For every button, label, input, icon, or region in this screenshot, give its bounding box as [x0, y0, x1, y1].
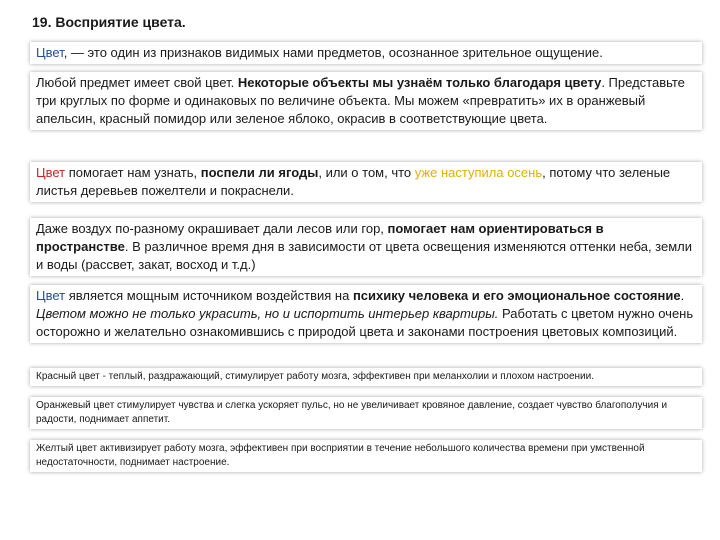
- paragraph-text: является мощным источником воздействия на: [65, 288, 353, 303]
- bold-phrase: помогает нам ориентироваться в пространстве: [36, 221, 604, 254]
- paragraph-text: .: [680, 288, 685, 303]
- note-text: Оранжевый цвет стимулирует чувства и слегка ускоряет пульс, но не увеличивает кровяное давление, создает чувство благополучия и радости, поднимает аппетит.: [36, 400, 668, 425]
- orange-color-note: [30, 397, 702, 429]
- orientation-box: [30, 218, 702, 276]
- bold-phrase: поспели ли ягоды: [200, 165, 319, 180]
- italic-phrase: Цветом можно не только украсить, но и испортить интерьер квартиры.: [36, 306, 499, 321]
- bold-phrase: Некоторые объекты мы узнаём только благодаря цвету: [237, 75, 602, 90]
- color-word: Цвет: [36, 165, 66, 180]
- definition-text: , — это один из признаков видимых нами предметов, осознанное зрительное ощущение.: [63, 45, 603, 60]
- paragraph-text: Любой предмет имеет свой цвет.: [36, 75, 238, 90]
- definition-box: [30, 42, 702, 64]
- red-color-note: [30, 368, 702, 386]
- note-text: Красный цвет - теплый, раздражающий, стимулирует работу мозга, эффективен при меланхолии и плохом настроении.: [36, 371, 595, 382]
- paragraph-text: Даже воздух по-разному окрашивает дали лесов или гор,: [36, 221, 388, 236]
- color-word: Цвет: [36, 288, 66, 303]
- psychology-box: [30, 285, 702, 343]
- paragraph-text: , потому что зеленые листья деревьев пожелтели и покраснели.: [36, 165, 671, 198]
- paragraph-text: , или о том, что: [318, 165, 415, 180]
- paragraph-text: Работать с цветом нужно очень осторожно и желательно ознакомившись с природой цвета и законами построения цветовых композиций.: [36, 306, 694, 339]
- yellow-color-note: [30, 440, 702, 472]
- slide-title: 19. Восприятие цвета.: [32, 14, 186, 30]
- bold-phrase: психику человека и его эмоциональное состояние: [352, 288, 681, 303]
- paragraph-text: помогает нам узнать,: [65, 165, 201, 180]
- autumn-highlight: уже наступила осень: [414, 165, 543, 180]
- object-recognition-box: [30, 72, 702, 130]
- paragraph-text: . В различное время дня в зависимости от цвета освещения изменяются оттенки неба, земли и воды (рассвет, закат, восход и т.д.): [36, 239, 693, 272]
- color-word: Цвет: [36, 45, 64, 60]
- ripeness-box: [30, 162, 702, 202]
- note-text: Желтый цвет активизирует работу мозга, эффективен при восприятии в течение небольшого количества времени при умственной недостаточности, поднимает настроение.: [36, 443, 645, 468]
- paragraph-text: . Представьте три круглых по форме и одинаковых по величине объекта. Мы можем «превратить» их в оранжевый апельсин, красный помидор или зеленое яблоко, окрасив в соответствующие цвета.: [36, 75, 685, 126]
